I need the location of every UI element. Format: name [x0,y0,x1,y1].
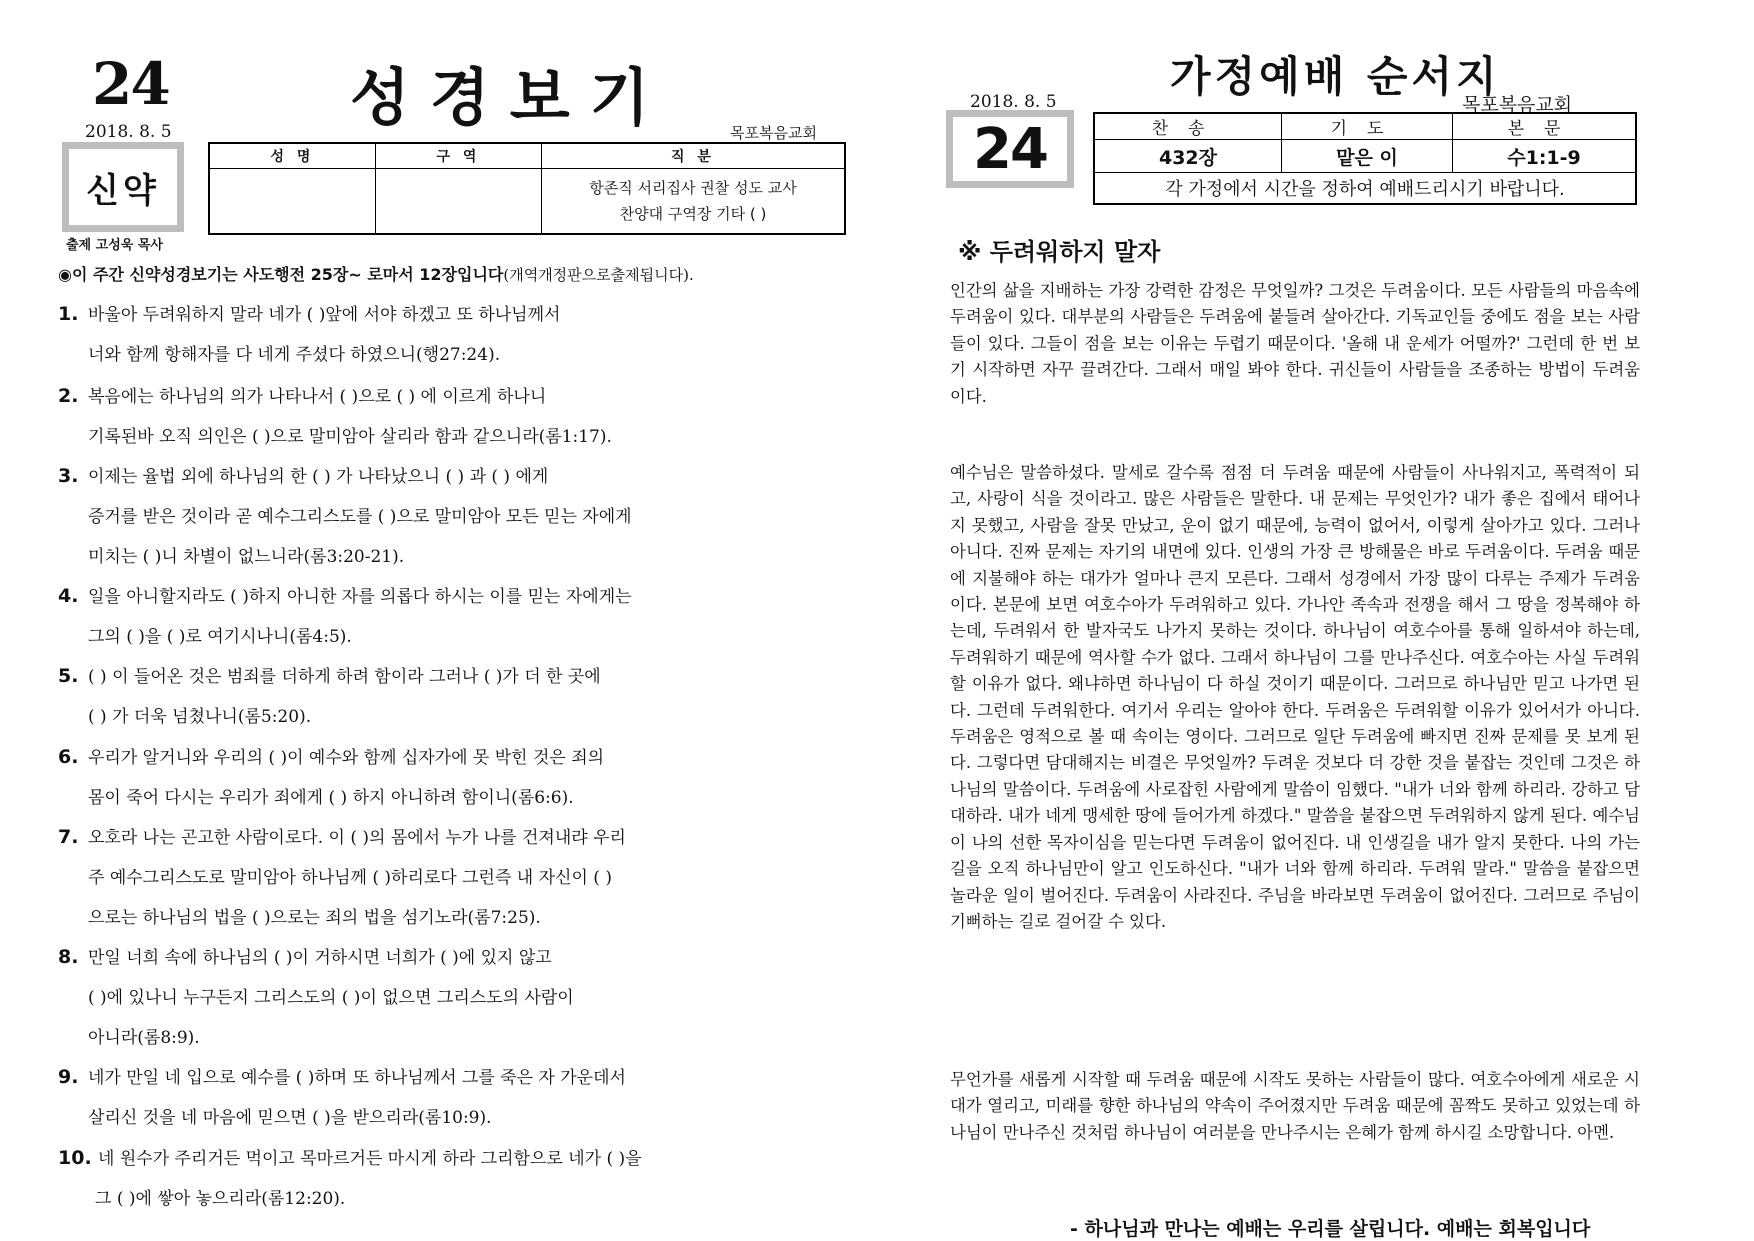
question-10-line2: 그 ( )에 쌓아 놓으리라(롬12:20). [95,1189,346,1209]
quiz-intro-main: ◉이 주간 신약성경보기는 사도행전 25장~ 로마서 12장입니다 [58,265,504,284]
scripture-value: 수1:1-9 [1453,140,1637,173]
position-options-line2: 찬양대 구역장 기타 ( ) [619,205,767,223]
question-9-line2: 살리신 것을 네 마음에 믿으면 ( )을 받으리라(롬10:9). [88,1108,492,1128]
hymn-header: 찬송 [1094,113,1282,140]
sermon-paragraph-2: 예수님은 말씀하셨다. 말세로 갈수록 점점 더 두려움 때문에 사람들이 사나워지고, 폭력적이 되고, 사랑이 식을 것이라고. 많은 사람들은 말한다. 내 문제는 무엇인가? 내가 좋은 집에서 태어나지 못했고, 사람을 잘못 만났고, 운이 없기 때문에, 능력이 없어서, 이렇게 살아가고 있다. 그러나 아니다. 진짜 문제는 자기의 내면에 있다. 인생의 가장 큰 방해물은 바로 두려움이다. 두려움 때문에 지불해야 하는 대가가 얼마나 큰지 모른다. 그래서 성경에서 가장 많이 다루는 주제가 두려움이다. 본문에 보면 여호수아가 두려워하고 있다. 가나안 족속과 전쟁을 해서 그 땅을 정복해야 하는데, 두려워서 한 발자국도 나가지 못하는 것이다. 하나님이 여호수아를 통해 일하셔야 하는데, 두려워하기 때문에 역사할 수가 없다. 그래서 하나님이 그를 만나주신다. 여호수아는 사실 두려워할 이유가 없다. 왜냐하면 하나님이 다 하실 것이기 때문이다. 그러므로 하나님만 믿고 나가면 된다. 그런데 두려워한다. 여기서 우리는 알아야 한다. 두려움은 두려워할 이유가 있어서가 아니다. 두려움은 영적으로 볼 때 속이는 영이다. 그러므로 일단 두려움에 빠지면 진짜 문제를 못 보게 된다. 그렇다면 담대해지는 비결은 무엇일까? 두려운 것보다 더 강한 것을 붙잡는 것인데 그것은 하나님의 말씀이다. 두려움에 사로잡힌 사람에게 말씀이 임했다. "내가 너와 함께 하리라. 강하고 담대하라. 내가 네게 맹세한 땅에 들어가게 하겠다." 말씀을 붙잡으면 두려워하지 않게 된다. 예수님이 나의 선한 목자이심을 믿는다면 두려움이 없어진다. 내 인생길을 내가 알지 못한다. 나의 가는 길을 오직 하나님만이 알고 인도하신다. "내가 너와 함께 하리라. 두려워 말라." 말씀을 붙잡으면 놀라운 일이 벌어진다. 두려움이 사라진다. 주님을 바라보면 두려움이 없어진다. 그러므로 주님이 기뻐하는 길로 걸어갈 수 있다. [950,463,1640,931]
worship-order-table [1093,112,1637,205]
question-9: 9. 네가 만일 네 입으로 예수를 ( )하며 또 하나님께서 그를 죽은 자 가운데서 [58,1066,626,1088]
name-field[interactable] [209,169,376,235]
left-date: 2018. 8. 5 [85,122,172,142]
question-2-line2: 기록된바 오직 의인은 ( )으로 말미암아 살리라 함과 같으니라(롬1:17). [88,427,612,447]
prayer-header: 기도 [1282,113,1453,140]
question-1-line2: 너와 함께 항해자를 다 네게 주셨다 하였으니(행27:24). [88,345,501,365]
position-header: 직 분 [542,143,846,169]
sermon-paragraph-1: 인간의 삶을 지배하는 가장 강력한 감정은 무엇일까? 그것은 두려움이다. 모든 사람들의 마음속에 두려움이 있다. 대부분의 사람들은 두려움에 붙들려 살아간다. 기독교인들 중에도 점을 보는 사람들이 있다. 그들이 점을 보는 이유는 두렵기 때문이다. '올해 내 운세가 어떨까?' 그런데 한 번 보기 시작하면 자꾸 끌려간다. 그래서 매일 봐야 한다. 귀신들이 사람들을 조종하는 방법이 두려움이다. [950,281,1640,406]
author-credit: 출제 고성욱 목사 [66,238,163,253]
district-field[interactable] [376,169,542,235]
district-header: 구 역 [376,143,542,169]
testament-badge [62,142,184,232]
question-3: 3. 이제는 율법 외에 하나님의 한 ( ) 가 나타났으니 ( ) 과 ( ) 에게 [58,465,549,487]
sermon-paragraph-3: 무언가를 새롭게 시작할 때 두려움 때문에 시작도 못하는 사람들이 많다. 여호수아에게 새로운 시대가 열리고, 미래를 향한 하나님의 약속이 주어졌지만 두려움 때문에 꼼짝도 못하고 있었는데 하나님이 만나주신 것처럼 하나님이 여러분을 만나주시는 은혜가 함께 하시길 소망합니다. 아멘. [950,1070,1640,1142]
name-header: 성 명 [209,143,376,169]
left-page-title: 성경보기 [350,61,670,134]
quiz-intro-note: (개역개정판으로출제됩니다). [503,266,694,284]
question-8-line2: ( )에 있나니 누구든지 그리스도의 ( )이 없으면 그리스도의 사람이 [88,988,574,1008]
right-issue-badge [946,110,1074,188]
question-5-line2: ( ) 가 더욱 넘쳤나니(롬5:20). [88,707,312,727]
sermon-title: ※ 두려워하지 말자 [958,238,1161,266]
position-options[interactable] [542,169,846,235]
question-10: 10. 네 원수가 주리거든 먹이고 목마르거든 마시게 하라 그리함으로 네가 ( )을 [58,1147,642,1169]
hymn-value: 432장 [1094,140,1282,173]
question-1: 1. 바울아 두려워하지 말라 네가 ( )앞에 서야 하겠고 또 하나님께서 [58,303,561,325]
testament-label: 신약 [86,170,160,211]
question-7-line2: 주 예수그리스도로 말미암아 하나님께 ( )하리로다 그런즉 내 자신이 ( ) [88,868,612,888]
position-options-line1: 항존직 서리집사 권찰 성도 교사 [589,179,797,197]
question-2: 2. 복음에는 하나님의 의가 나타나서 ( )으로 ( ) 에 이르게 하나니 [58,385,547,407]
question-4: 4. 일을 아니할지라도 ( )하지 아니한 자를 의롭다 하시는 이를 믿는 자에게는 [58,585,632,607]
right-date: 2018. 8. 5 [970,92,1057,112]
quiz-intro [58,262,694,285]
right-page-title: 가정예배 순서지 [1170,52,1501,101]
question-3-line2: 증거를 받은 것이라 곧 예수그리스도를 ( )으로 말미암아 모든 믿는 자에게 [88,507,632,527]
respondent-info-table [208,142,846,235]
worship-note: 각 가정에서 시간을 정하여 예배드리시기 바랍니다. [1094,173,1636,205]
right-church-name: 목포복음교회 [1462,94,1573,116]
question-6: 6. 우리가 알거니와 우리의 ( )이 예수와 함께 십자가에 못 박힌 것은 죄의 [58,746,605,768]
left-church-name: 목포복음교회 [730,124,817,142]
question-6-line2: 몸이 죽어 다시는 우리가 죄에게 ( ) 하지 아니하려 함이니(롬6:6). [88,788,574,808]
question-4-line2: 그의 ( )을 ( )로 여기시나니(롬4:5). [88,627,352,647]
scripture-header: 본문 [1453,113,1637,140]
question-3-line3: 미치는 ( )니 차별이 없느니라(롬3:20-21). [88,547,405,567]
question-8-line3: 아니라(롬8:9). [88,1028,200,1048]
question-8: 8. 만일 너희 속에 하나님의 ( )이 거하시면 너희가 ( )에 있지 않고 [58,946,552,968]
question-5: 5. ( ) 이 들어온 것은 범죄를 더하게 하려 함이라 그러나 ( )가 더 한 곳에 [58,665,601,687]
right-issue-number: 24 [973,116,1047,182]
question-7-line3: 으로는 하나님의 법을 ( )으로는 죄의 법을 섬기노라(롬7:25). [88,908,541,928]
closing-line: - 하나님과 만나는 예배는 우리를 살립니다. 예배는 회복입니다 [1070,1218,1591,1240]
left-issue-number: 24 [92,50,169,118]
question-7: 7. 오호라 나는 곤고한 사람이로다. 이 ( )의 몸에서 누가 나를 건져내랴 우리 [58,826,626,848]
prayer-value: 맡은 이 [1282,140,1453,173]
